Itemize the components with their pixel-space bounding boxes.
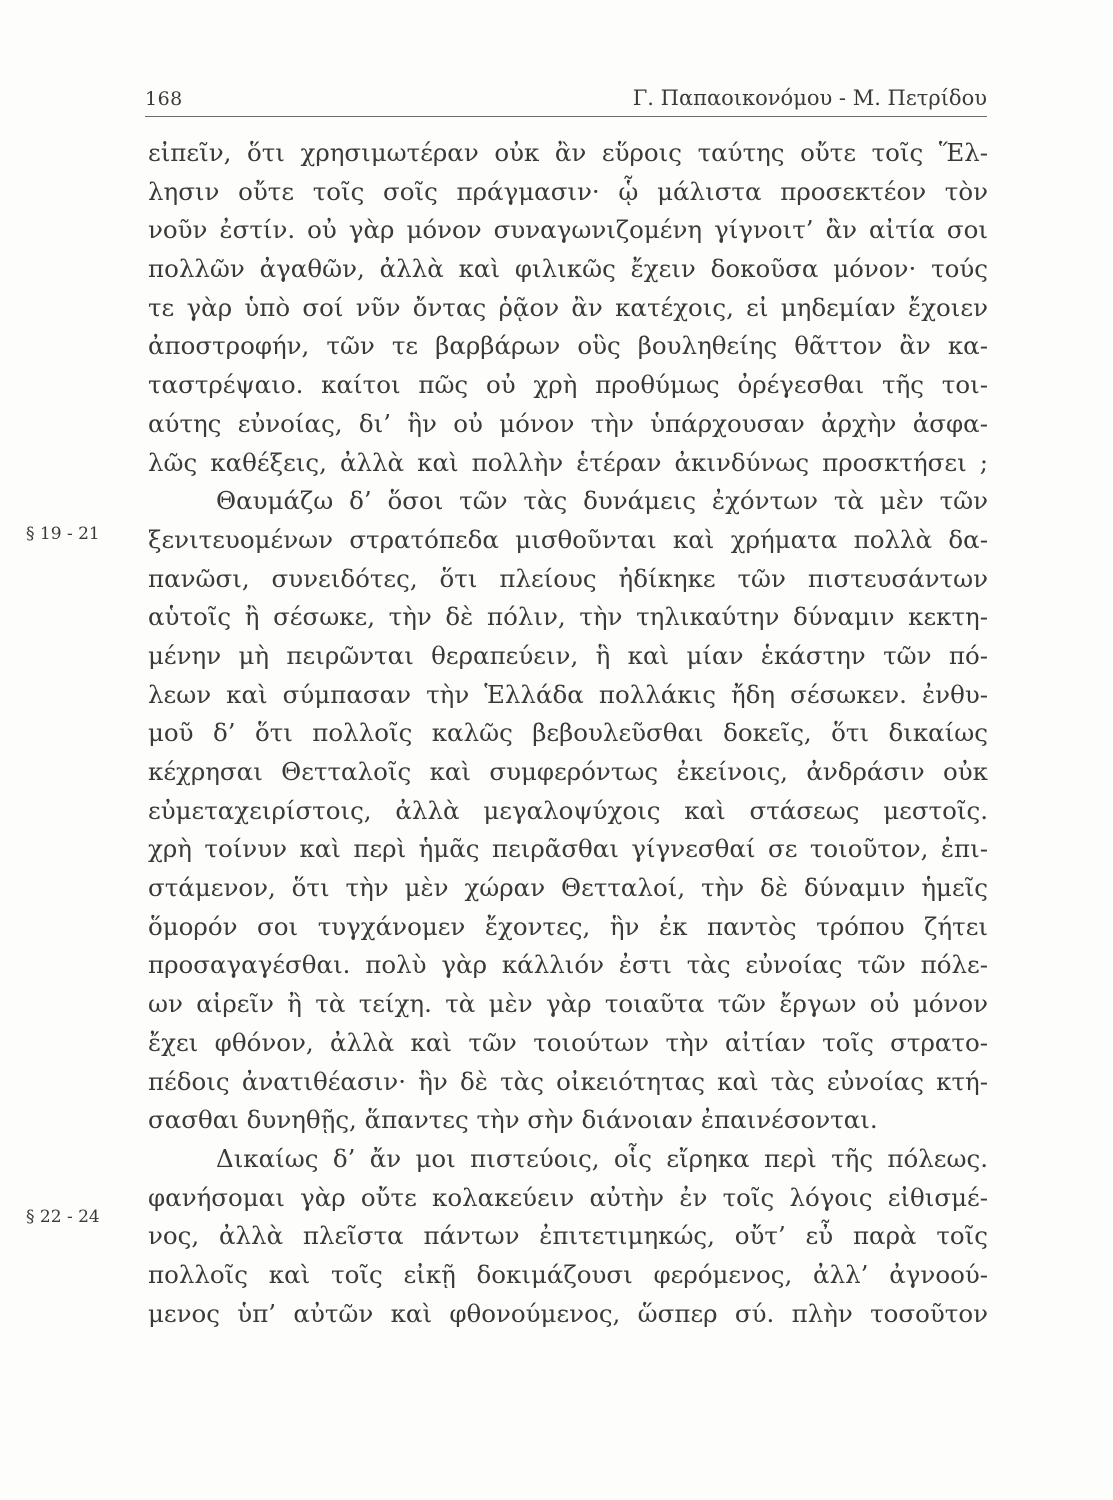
text-line: λῶς καθέξεις, ἀλλὰ καὶ πολλὴν ἑτέραν ἀκινδύνως προσκτήσει ;	[148, 447, 988, 477]
text-line: μοῦ δ’ ὅτι πολλοῖς καλῶς βεβουλεῦσθαι δοκεῖς, ὅτι δικαίως	[148, 718, 988, 748]
text-line: ὅμορόν σοι τυγχάνομεν ἔχοντες, ἣν ἐκ παντὸς τρόπου ζήτει	[148, 911, 988, 941]
text-line: λησιν οὔτε τοῖς σοῖς πράγμασιν· ᾧ μάλιστα προσεκτέον τὸν	[148, 176, 988, 206]
text-line: λεων καὶ σύμπασαν τὴν Ἑλλάδα πολλάκις ἤδη σέσωκεν. ἐνθυ-	[148, 679, 988, 709]
text-line: νος, ἀλλὰ πλεῖστα πάντων ἐπιτετιμηκώς, οὔτ’ εὖ παρὰ τοῖς	[148, 1221, 988, 1251]
section-marker: § 22 - 24	[26, 1207, 100, 1227]
page-number: 168	[145, 88, 183, 110]
text-line: πολλῶν ἀγαθῶν, ἀλλὰ καὶ φιλικῶς ἔχειν δοκοῦσα μόνον· τούς	[148, 254, 988, 284]
text-line: στάμενον, ὅτι τὴν μὲν χώραν Θετταλοί, τὴν δὲ δύναμιν ἡμεῖς	[148, 873, 988, 903]
text-line: ἔχει φθόνον, ἀλλὰ καὶ τῶν τοιούτων τὴν αἰτίαν τοῖς στρατο-	[148, 1027, 988, 1057]
paragraph-start-line: Θαυμάζω δ’ ὅσοι τῶν τὰς δυνάμεις ἐχόντων τὰ μὲν τῶν	[216, 486, 988, 516]
text-line: χρὴ τοίνυν καὶ περὶ ἡμᾶς πειρᾶσθαι γίγνεσθαί σε τοιοῦτον, ἐπι-	[148, 834, 988, 864]
text-line: πολλοῖς καὶ τοῖς εἰκῇ δοκιμάζουσι φερόμενος, ἀλλ’ ἀγνοού-	[148, 1259, 988, 1289]
body-text	[148, 134, 988, 1333]
text-line: μένην μὴ πειρῶνται θεραπεύειν, ἣ καὶ μίαν ἑκάστην τῶν πό-	[148, 640, 988, 670]
running-head: Γ. Παπαοικονόμου - Μ. Πετρίδου	[632, 86, 987, 110]
text-line: εὐμεταχειρίστοις, ἀλλὰ μεγαλοψύχοις καὶ στάσεως μεστοῖς.	[148, 795, 988, 825]
text-line: εἰπεῖν, ὅτι χρησιμωτέραν οὐκ ἂν εὕροις ταύτης οὔτε τοῖς Ἕλ-	[148, 138, 988, 167]
text-line: φανήσομαι γὰρ οὔτε κολακεύειν αὐτὴν ἐν τοῖς λόγοις εἰθισμέ-	[148, 1182, 988, 1212]
paragraph-start-line: Δικαίως δ’ ἄν μοι πιστεύοις, οἷς εἴρηκα περὶ τῆς πόλεως.	[216, 1143, 988, 1173]
text-line: τε γὰρ ὑπὸ σοί νῦν ὄντας ῥᾷον ἂν κατέχοις, εἰ μηδεμίαν ἔχοιεν	[148, 292, 988, 322]
text-line: αύτης εὐνοίας, δι’ ἣν οὐ μόνον τὴν ὑπάρχουσαν ἀρχὴν ἀσφα-	[148, 408, 988, 438]
text-line: ξενιτευομένων στρατόπεδα μισθοῦνται καὶ χρήματα πολλὰ δα-	[148, 524, 988, 554]
section-marker: § 19 - 21	[26, 524, 100, 544]
text-line: πανῶσι, συνειδότες, ὅτι πλείους ἠδίκηκε τῶν πιστευσάντων	[148, 563, 988, 593]
page-header	[145, 86, 987, 117]
text-line: πέδοις ἀνατιθέασιν· ἣν δὲ τὰς οἰκειότητας καὶ τὰς εὐνοίας κτή-	[148, 1066, 988, 1096]
paragraph-end-line: σασθαι δυνηθῇς, ἅπαντες τὴν σὴν διάνοιαν ἐπαινέσονται.	[148, 1105, 878, 1135]
text-line: προσαγαγέσθαι. πολὺ γὰρ κάλλιόν ἐστι τὰς εὐνοίας τῶν πόλε-	[148, 950, 988, 980]
text-line: αὑτοῖς ἢ σέσωκε, τὴν δὲ πόλιν, τὴν τηλικαύτην δύναμιν κεκτη-	[148, 602, 988, 632]
text-line: κέχρησαι Θετταλοῖς καὶ συμφερόντως ἐκείνοις, ἀνδράσιν οὐκ	[148, 757, 988, 786]
text-line: ταστρέψαιο. καίτοι πῶς οὐ χρὴ προθύμως ὀρέγεσθαι τῆς τοι-	[148, 370, 988, 400]
text-line: μενος ὑπ’ αὐτῶν καὶ φθονούμενος, ὥσπερ σύ. πλὴν τοσοῦτον	[148, 1298, 988, 1328]
text-line: ἀποστροφήν, τῶν τε βαρβάρων οὓς βουληθείης θᾶττον ἂν κα-	[148, 331, 988, 361]
text-line: νοῦν ἐστίν. οὐ γὰρ μόνον συναγωνιζομένη γίγνοιτ’ ἂν αἰτία σοι	[148, 215, 988, 245]
text-line: ων αἱρεῖν ἢ τὰ τείχη. τὰ μὲν γὰρ τοιαῦτα τῶν ἔργων οὐ μόνον	[148, 989, 988, 1019]
